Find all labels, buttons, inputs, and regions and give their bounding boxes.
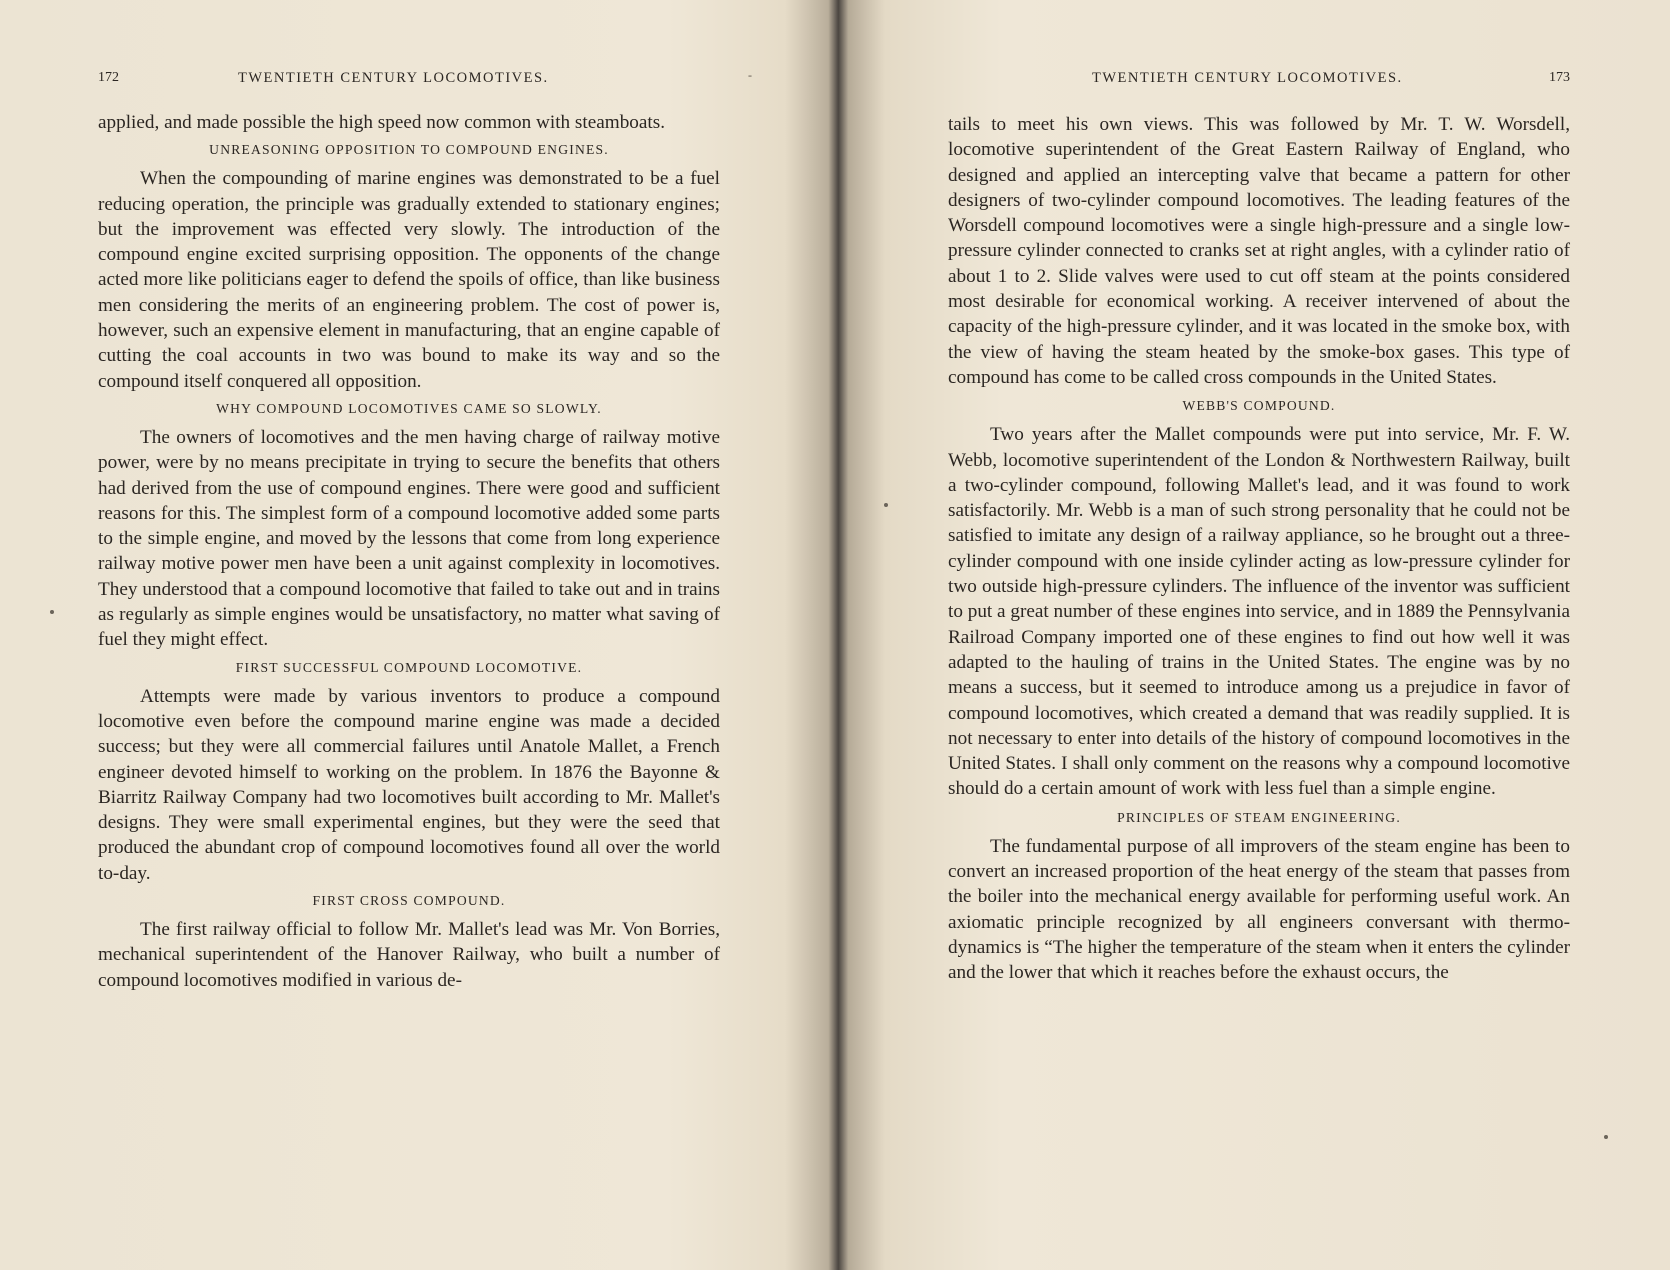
left-page-body [98,110,720,993]
page-number: 173 [1549,70,1570,85]
left-page-header [98,70,720,90]
section-heading: WEBB'S COMPOUND. [1182,398,1336,414]
right-page [948,0,1570,1270]
section-heading: UNREASONING OPPOSITION TO COMPOUND ENGINES. [209,142,609,158]
section-heading: FIRST CROSS COMPOUND. [312,893,506,909]
paragraph: The fundamental purpose of all improvers of the steam engine has been to convert an increased proportion of the heat energy of the steam that passes from the boiler into the mechanical energy available for performing useful work. An axiomatic principle recognized by all engineers conversant with thermo-dynamics is “The higher the temperature of the steam when it enters the cylinder and the lower that which it reaches before the exhaust occurs, the [948,835,1570,984]
paragraph: applied, and made possible the high speed now common with steamboats. [98,112,665,133]
paragraph: The owners of locomotives and the men having charge of railway motive power, were by no means precipitate in trying to secure the benefits that others had derived from the use of compound engines. There were good and sufficient reasons for this. The simplest form of a compound locomotive added some parts to the simple engine, and moved by the lessons that come from long experience railway motive power men have been a unit against complexity in locomotives. They understood that a compound locomotive that failed to take out and in trains as regularly as simple engines would be unsatisfactory, no matter what saving of fuel they might effect. [98,426,720,651]
left-page [98,0,720,1270]
right-page-header [948,70,1570,90]
paper-speck [50,610,54,614]
paragraph: Attempts were made by various inventors to produce a compound locomotive even before the compound marine engine was made a decided success; but they were all commercial failures until Anatole Mallet, a French engineer devoted himself to working on the problem. In 1876 the Bayonne & Biarritz Railway Company had two locomotives built according to Mr. Mallet's designs. They were small experimental engines, but they were the seed that produced the abundant crop of compound locomotives found all over the world to-day. [98,685,720,884]
page-number: 172 [98,70,119,85]
paragraph: When the compounding of marine engines was demonstrated to be a fuel reducing operation, the principle was gradually extended to stationary engines; but the improvement was effected very slowly. The introduction of the compound engine excited surprising opposition. The opponents of the change acted more like politicians eager to defend the spoils of office, than like business men considering the merits of an engineering problem. The cost of power is, however, such an expensive element in manufacturing, that an engine capable of cutting the coal accounts in two was bound to make its way and so the compound itself conquered all opposition. [98,168,720,392]
gutter-mark: - [748,68,752,82]
paper-speck [884,503,888,507]
running-head: TWENTIETH CENTURY LOCOMOTIVES. [238,70,549,86]
right-page-body [948,112,1570,986]
paper-speck [1604,1135,1608,1139]
running-head: TWENTIETH CENTURY LOCOMOTIVES. [1092,70,1403,86]
paragraph: Two years after the Mallet compounds were put into service, Mr. F. W. Webb, locomotive superintendent of the London & Northwestern Railway, built a two-cylinder compound, following Mallet's lead, and it was found to work satisfactorily. Mr. Webb is a man of such strong personality that he could not be satisfied to imitate any design of a railway appliance, so he brought out a three-cylinder compound with one inside cylinder acting as low-pressure cylinder for two outside high-pressure cylinders. The influence of the inventor was sufficient to put a great number of these engines into service, and in 1889 the Pennsylvania Railroad Company imported one of these engines to find out how well it was adapted to the hauling of trains in the United States. The engine was by no means a success, but it seemed to introduce among us a prejudice in favor of compound locomotives, which created a demand that was readily supplied. It is not necessary to enter into details of the history of compound locomotives in the United States. I shall only comment on the reasons why a compound locomotive should do a certain amount of work with less fuel than a simple engine. [948,424,1570,800]
section-heading: FIRST SUCCESSFUL COMPOUND LOCOMOTIVE. [235,659,583,675]
paragraph: tails to meet his own views. This was followed by Mr. T. W. Worsdell, locomotive superintendent of the Great Eastern Railway of England, who designed and applied an intercepting valve that became a pattern for other designers of two-cylinder compound locomotives. The leading features of the Worsdell compound locomotives were a single high-pressure and a single low-pressure cylinder connected to cranks set at right angles, with a cylinder ratio of about 1 to 2. Slide valves were used to cut off steam at the points considered most desirable for economical working. A receiver intervened of about the capacity of the high-pressure cylinder, and it was located in the smoke box, with the view of having the steam heated by the smoke-box gases. This type of compound has come to be called cross compounds in the United States. [948,114,1570,388]
section-heading: WHY COMPOUND LOCOMOTIVES CAME SO SLOWLY. [216,400,602,416]
section-heading: PRINCIPLES OF STEAM ENGINEERING. [1117,809,1401,825]
paragraph: The first railway official to follow Mr. Mallet's lead was Mr. Von Borries, mechanical superintendent of the Hanover Railway, who built a number of compound locomotives modified in various de- [98,919,720,991]
